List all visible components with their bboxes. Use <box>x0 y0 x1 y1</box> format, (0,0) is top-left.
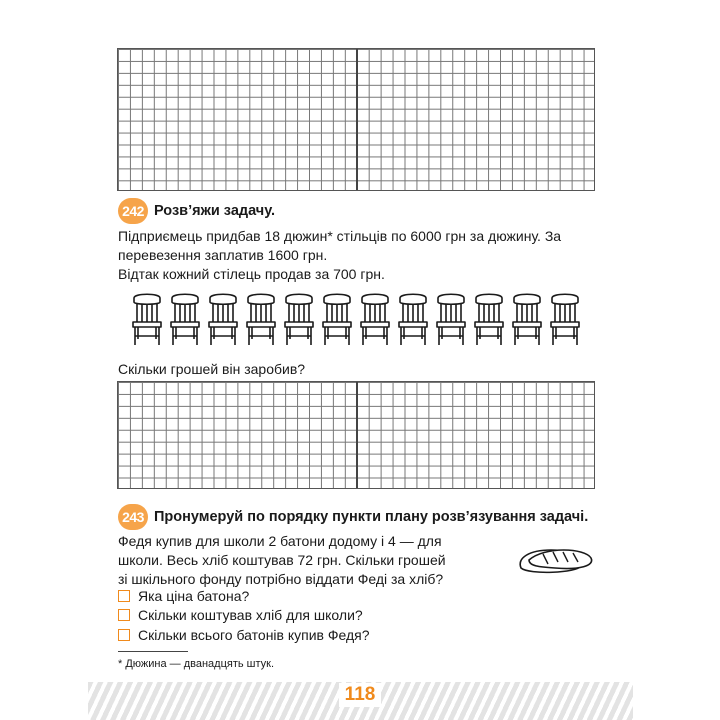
chair-icon <box>434 292 468 347</box>
text-line: школи. Весь хліб коштував 72 грн. Скільки грошей <box>118 552 446 568</box>
option-item[interactable] <box>118 586 370 606</box>
grid-divider <box>356 382 358 488</box>
chair-icon <box>358 292 392 347</box>
task-number-badge: 242 <box>118 198 148 224</box>
option-label: Скільки коштував хліб для школи? <box>138 607 363 624</box>
task-title: Розв’яжи задачу. <box>154 203 276 219</box>
chair-icon <box>168 292 202 347</box>
answer-grid-top[interactable] <box>117 48 595 191</box>
text-line: перевезення заплатив 1600 грн. <box>118 247 328 263</box>
grid-divider <box>356 49 358 190</box>
chair-icon <box>206 292 240 347</box>
text-line: зі шкільного фонду потрібно віддати Феді за хліб? <box>118 571 444 587</box>
task-title: Пронумеруй по порядку пункти плану розв’язування задачі. <box>154 509 589 525</box>
option-item[interactable] <box>118 625 370 645</box>
task-242-header <box>118 198 275 224</box>
chair-icon <box>472 292 506 347</box>
question-text: Скільки грошей він заробив? <box>118 361 306 377</box>
chair-icon <box>320 292 354 347</box>
task-243-header <box>118 504 588 530</box>
task-242-text <box>118 227 598 284</box>
option-label: Яка ціна батона? <box>138 587 250 604</box>
chair-icon <box>282 292 316 347</box>
chair-icon <box>548 292 582 347</box>
chair-icon <box>396 292 430 347</box>
checkbox[interactable] <box>118 609 130 621</box>
task-242-question <box>118 360 305 379</box>
bread-icon <box>515 540 595 576</box>
chair-icon <box>510 292 544 347</box>
footnote: * Дюжина — дванадцять штук. <box>118 658 275 670</box>
plan-options <box>118 586 370 645</box>
task-243-text <box>118 532 503 589</box>
text-line: Підприємець придбав 18 дюжин* стільців по 6000 грн за дюжину. За <box>118 228 562 244</box>
answer-grid-bottom[interactable] <box>117 381 595 489</box>
text-line: Відтак кожний стілець продав за 700 грн. <box>118 266 385 282</box>
chairs-illustration <box>130 292 582 347</box>
option-label: Скільки всього батонів купив Федя? <box>138 626 370 643</box>
text-line: Федя купив для школи 2 батони додому і 4 — для <box>118 533 442 549</box>
chair-icon <box>244 292 278 347</box>
checkbox[interactable] <box>118 590 130 602</box>
page-number: 118 <box>339 683 381 707</box>
option-item[interactable] <box>118 606 370 626</box>
chair-icon <box>130 292 164 347</box>
task-number-badge: 243 <box>118 504 148 530</box>
footnote-divider <box>118 651 188 652</box>
checkbox[interactable] <box>118 629 130 641</box>
